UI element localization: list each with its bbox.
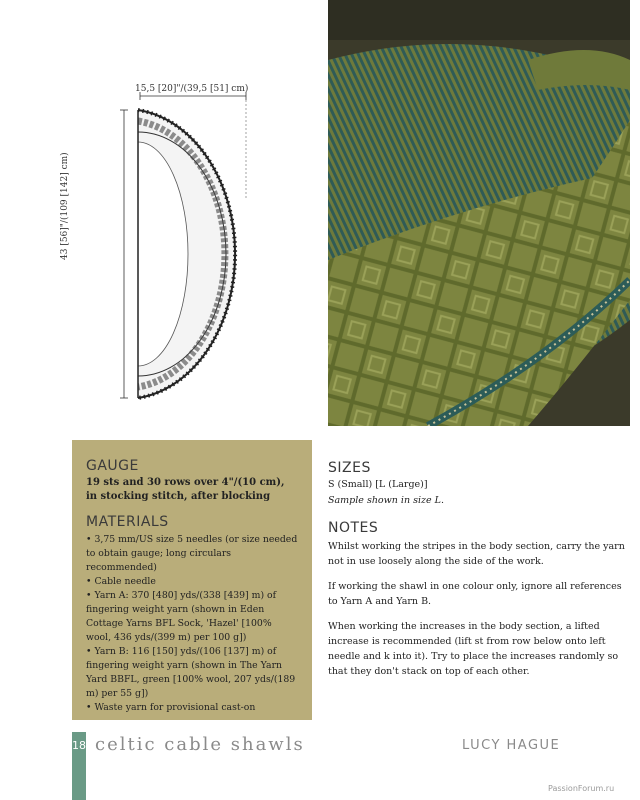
watermark-text: PassionForum.ru	[548, 784, 615, 793]
materials-list	[86, 533, 298, 715]
gauge-heading: GAUGE	[86, 458, 139, 474]
materials-item: • Yarn B: 116 [150] yds/(106 [137] m) of fingering weight yarn (shown in The Yarn Yard BBFL, green [100% wool, 207 yds/(189 m) per 55 g])	[86, 645, 298, 701]
book-title: celtic cable shawls	[95, 734, 305, 755]
pattern-info-box	[72, 440, 312, 720]
materials-heading: MATERIALS	[86, 514, 169, 530]
gauge-text: 19 sts and 30 rows over 4"/(10 cm), in stocking stitch, after blocking	[86, 477, 285, 502]
materials-item: • Yarn A: 370 [480] yds/(338 [439] m) of fingering weight yarn (shown in Eden Cottage Yarns BFL Sock, 'Hazel' [100% wool, 436 yds/(399 m) per 100 g])	[86, 589, 298, 645]
notes-heading: NOTES	[328, 520, 379, 536]
page-number: 18	[72, 739, 86, 752]
sizes-notes-column	[328, 460, 628, 679]
materials-item: • 3,75 mm/US size 5 needles (or size needed to obtain gauge; long circulars recommended)	[86, 533, 298, 575]
notes-paragraph: If working the shawl in one colour only, ignore all references to Yarn A and Yarn B.	[328, 581, 622, 607]
height-dimension-label: 43 [56]"/(109 [142] cm)	[60, 152, 70, 260]
notes-paragraph: When working the increases in the body section, a lifted increase is recommended (lift st from row below onto left needle and k into it). Try to place the increases randomly so that they don't stack on top of each other.	[328, 621, 619, 677]
author-name: LUCY HAGUE	[462, 738, 561, 753]
shawl-schematic-diagram	[100, 80, 260, 410]
notes-paragraph: Whilst working the stripes in the body section, carry the yarn not in use loosely along the side of the work.	[328, 541, 625, 567]
notes-body	[328, 539, 628, 679]
materials-item: • Cable needle	[86, 575, 298, 589]
sizes-line: S (Small) [L (Large)]	[328, 479, 428, 490]
sizes-heading: SIZES	[328, 460, 371, 476]
knitted-shawl-photo-icon	[328, 0, 630, 426]
materials-item: • Waste yarn for provisional cast-on	[86, 701, 298, 715]
sample-size-line: Sample shown in size L.	[328, 495, 444, 506]
width-dimension-label: 15,5 [20]"/(39,5 [51] cm)	[135, 84, 249, 94]
